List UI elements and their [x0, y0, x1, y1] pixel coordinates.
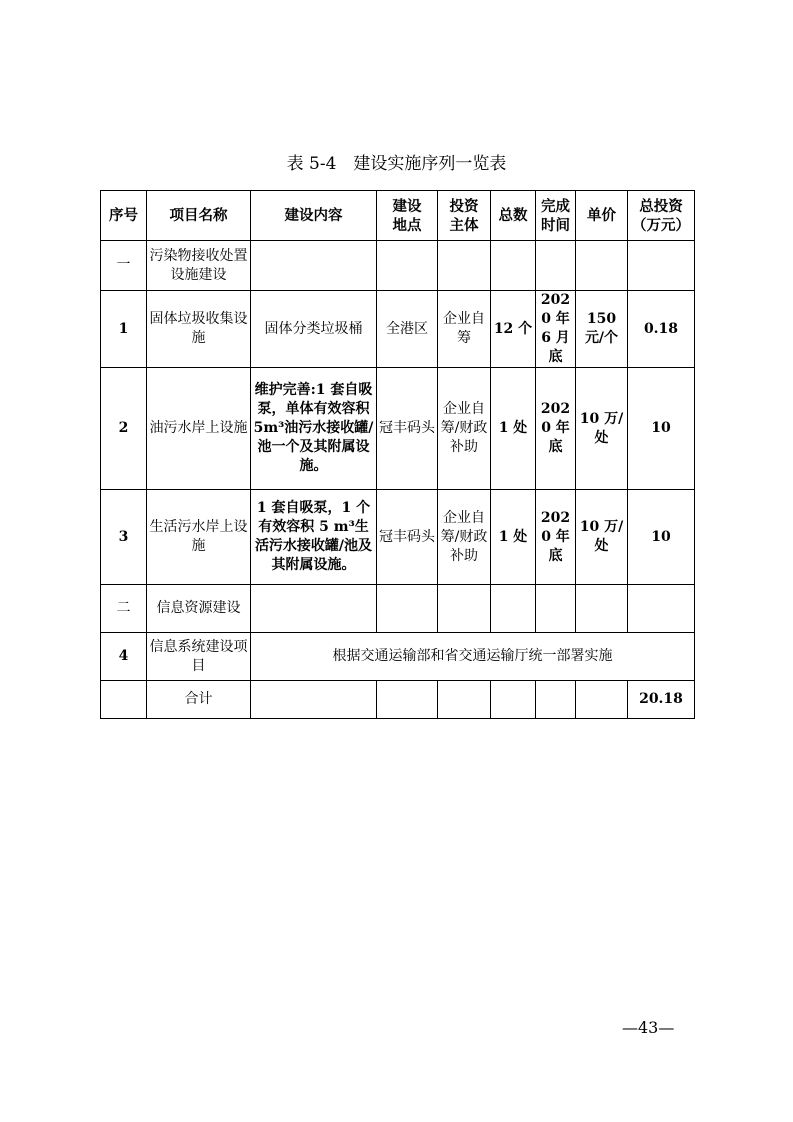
- total-cell: [491, 585, 536, 633]
- investment-cell: 10: [628, 368, 695, 490]
- content-cell: [251, 681, 377, 719]
- content-cell: [251, 241, 377, 291]
- investment-cell: [628, 585, 695, 633]
- name-cell: 信息系统建设项目: [147, 633, 251, 681]
- table-row: [101, 368, 695, 490]
- name-cell: 油污水岸上设施: [147, 368, 251, 490]
- table-title: 表 5-4 建设实施序列一览表: [286, 154, 507, 174]
- location-cell: 冠丰码头: [377, 490, 438, 585]
- construction-sequence-table: [100, 190, 695, 719]
- table-row: [101, 291, 695, 368]
- total-label-cell: 合计: [147, 681, 251, 719]
- total-cell: 1 处: [491, 368, 536, 490]
- investment-cell: [628, 241, 695, 291]
- header-cell: 序号: [101, 191, 147, 241]
- price-cell: 150 元/个: [576, 291, 628, 368]
- header-cell: 单价: [576, 191, 628, 241]
- header-cell: 总投资 （万元）: [628, 191, 695, 241]
- price-cell: [576, 585, 628, 633]
- investor-cell: [438, 681, 491, 719]
- seq-cell: 二: [101, 585, 147, 633]
- investor-cell: 企业自筹/财政补助: [438, 368, 491, 490]
- total-investment-cell: 20.18: [628, 681, 695, 719]
- price-cell: 10 万/处: [576, 490, 628, 585]
- time-cell: [536, 681, 576, 719]
- price-cell: [576, 681, 628, 719]
- total-cell: [491, 241, 536, 291]
- merged-content-cell: 根据交通运输部和省交通运输厅统一部署实施: [251, 633, 695, 681]
- seq-cell: 2: [101, 368, 147, 490]
- header-cell: 项目名称: [147, 191, 251, 241]
- location-cell: 全港区: [377, 291, 438, 368]
- table-row: [101, 241, 695, 291]
- investor-cell: [438, 585, 491, 633]
- total-cell: [491, 681, 536, 719]
- seq-cell: 1: [101, 291, 147, 368]
- time-cell: [536, 585, 576, 633]
- investor-cell: 企业自筹: [438, 291, 491, 368]
- content-cell: 1 套自吸泵，1 个有效容积 5 m³生活污水接收罐/池及其附属设施。: [251, 490, 377, 585]
- page-number: —43—: [622, 1018, 675, 1037]
- price-cell: [576, 241, 628, 291]
- total-cell: 12 个: [491, 291, 536, 368]
- header-row: [101, 191, 695, 241]
- time-cell: [536, 241, 576, 291]
- content-cell: [251, 585, 377, 633]
- seq-cell: 一: [101, 241, 147, 291]
- time-cell: 2020 年 6 月底: [536, 291, 576, 368]
- location-cell: 冠丰码头: [377, 368, 438, 490]
- name-cell: 污染物接收处置设施建设: [147, 241, 251, 291]
- total-cell: 1 处: [491, 490, 536, 585]
- location-cell: [377, 681, 438, 719]
- seq-cell: 3: [101, 490, 147, 585]
- investment-cell: 0.18: [628, 291, 695, 368]
- content-cell: 固体分类垃圾桶: [251, 291, 377, 368]
- location-cell: [377, 585, 438, 633]
- table-row: [101, 490, 695, 585]
- time-cell: 2020 年底: [536, 368, 576, 490]
- price-cell: 10 万/处: [576, 368, 628, 490]
- seq-cell: 4: [101, 633, 147, 681]
- header-cell: 投资 主体: [438, 191, 491, 241]
- name-cell: 信息资源建设: [147, 585, 251, 633]
- header-cell: 建设内容: [251, 191, 377, 241]
- time-cell: 2020 年底: [536, 490, 576, 585]
- header-cell: 建设 地点: [377, 191, 438, 241]
- seq-cell: [101, 681, 147, 719]
- table-row: [101, 585, 695, 633]
- name-cell: 固体垃圾收集设施: [147, 291, 251, 368]
- header-cell: 完成 时间: [536, 191, 576, 241]
- investment-cell: 10: [628, 490, 695, 585]
- name-cell: 生活污水岸上设施: [147, 490, 251, 585]
- location-cell: [377, 241, 438, 291]
- investor-cell: [438, 241, 491, 291]
- table-row: [101, 633, 695, 681]
- total-row: [101, 681, 695, 719]
- content-cell: 维护完善:1 套自吸泵，单体有效容积 5m³油污水接收罐/池一个及其附属设施。: [251, 368, 377, 490]
- investor-cell: 企业自筹/财政补助: [438, 490, 491, 585]
- header-cell: 总数: [491, 191, 536, 241]
